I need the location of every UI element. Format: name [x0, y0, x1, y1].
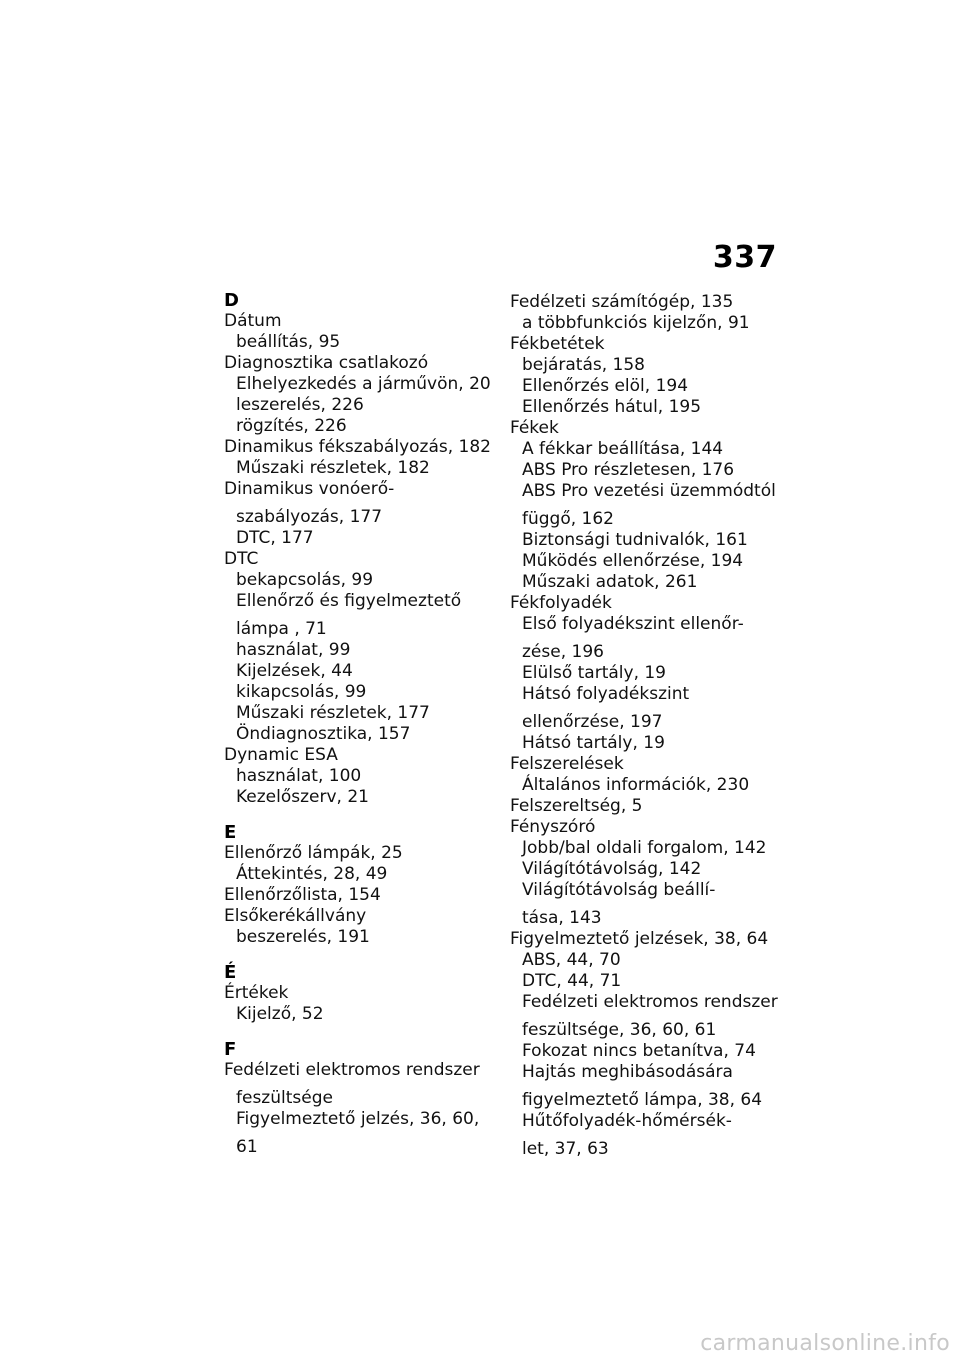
- index-subentry: beállítás, 95: [236, 332, 341, 352]
- index-section-letter: E: [224, 822, 237, 843]
- index-entry: Felszerelések: [510, 754, 624, 774]
- index-subentry: Öndiagnosztika, 157: [236, 724, 411, 744]
- index-entry-continuation: függő, 162: [522, 509, 614, 529]
- index-entry: Fedélzeti számítógép, 135: [510, 292, 734, 312]
- index-subentry: Hátsó tartály, 19: [522, 733, 665, 753]
- index-entry-continuation: zése, 196: [522, 642, 604, 662]
- index-subentry: kikapcsolás, 99: [236, 682, 367, 702]
- index-subentry: Műszaki adatok, 261: [522, 572, 698, 592]
- index-subentry: DTC, 44, 71: [522, 971, 622, 991]
- index-subentry: Fedélzeti elektromos rendszer: [522, 992, 778, 1012]
- index-subentry: Hátsó folyadékszint: [522, 684, 690, 704]
- index-entry: Dátum: [224, 311, 282, 331]
- index-subentry: Biztonsági tudnivalók, 161: [522, 530, 748, 550]
- index-subentry: Műszaki részletek, 177: [236, 703, 430, 723]
- index-subentry: Általános információk, 230: [522, 775, 750, 795]
- index-entry-continuation: feszültsége: [236, 1088, 333, 1108]
- index-entry-continuation: figyelmeztető lámpa, 38, 64: [522, 1090, 763, 1110]
- index-entry: Fékek: [510, 418, 559, 438]
- index-entry: Ellenőrző lámpák, 25: [224, 843, 403, 863]
- index-subentry: a többfunkciós kijelzőn, 91: [522, 313, 750, 333]
- index-subentry: használat, 100: [236, 766, 362, 786]
- index-entry: DTC: [224, 549, 259, 569]
- index-subentry: bejáratás, 158: [522, 355, 645, 375]
- index-subentry: Áttekintés, 28, 49: [236, 864, 388, 884]
- index-entry: Értékek: [224, 983, 289, 1003]
- index-entry-continuation: lámpa , 71: [236, 619, 327, 639]
- index-subentry: Hűtőfolyadék-hőmérsék-: [522, 1111, 732, 1131]
- index-entry: Fényszóró: [510, 817, 596, 837]
- index-subentry: ABS Pro részletesen, 176: [522, 460, 735, 480]
- index-entry: Dynamic ESA: [224, 745, 338, 765]
- index-subentry: Jobb/bal oldali forgalom, 142: [522, 838, 767, 858]
- index-subentry: Működés ellenőrzése, 194: [522, 551, 744, 571]
- section-gap: [224, 1025, 494, 1041]
- index-subentry: Fokozat nincs betanítva, 74: [522, 1041, 756, 1061]
- watermark-text: carmanualsonline.info: [700, 1331, 950, 1356]
- index-subentry: Hajtás meghibásodására: [522, 1062, 733, 1082]
- index-subentry: Ellenőrző és figyelmeztető: [236, 591, 462, 611]
- index-entry-continuation: tása, 143: [522, 908, 602, 928]
- index-subentry: Világítótávolság, 142: [522, 859, 702, 879]
- section-gap: [224, 948, 494, 964]
- index-subentry: Kijelzések, 44: [236, 661, 353, 681]
- index-entry-continuation: feszültsége, 36, 60, 61: [522, 1020, 717, 1040]
- index-subentry: beszerelés, 191: [236, 927, 370, 947]
- index-subentry: Kezelőszerv, 21: [236, 787, 369, 807]
- index-subentry: rögzítés, 226: [236, 416, 347, 436]
- index-section-letter: D: [224, 290, 239, 311]
- index-subentry: DTC, 177: [236, 528, 314, 548]
- index-subentry: leszerelés, 226: [236, 395, 364, 415]
- index-entry: Figyelmeztető jelzések, 38, 64: [510, 929, 769, 949]
- index-entry-continuation: let, 37, 63: [522, 1139, 609, 1159]
- index-entry: Dinamikus vonóerő-: [224, 479, 395, 499]
- index-subentry: Ellenőrzés elöl, 194: [522, 376, 689, 396]
- index-entry-continuation: 61: [236, 1137, 258, 1157]
- index-entry: Fedélzeti elektromos rendszer: [224, 1060, 480, 1080]
- index-column-left: [224, 292, 494, 1158]
- index-subentry: Világítótávolság beállí-: [522, 880, 716, 900]
- index-entry: Fékbetétek: [510, 334, 605, 354]
- index-entry-continuation: ellenőrzése, 197: [522, 712, 663, 732]
- index-subentry: Elhelyezkedés a járművön, 20: [236, 374, 491, 394]
- index-subentry: Figyelmeztető jelzés, 36, 60,: [236, 1109, 480, 1129]
- index-subentry: ABS, 44, 70: [522, 950, 621, 970]
- page-number: 337: [712, 240, 777, 275]
- index-entry-continuation: szabályozás, 177: [236, 507, 383, 527]
- index-section-letter: É: [224, 962, 237, 983]
- index-subentry: Első folyadékszint ellenőr-: [522, 614, 744, 634]
- index-entry: Dinamikus fékszabályozás, 182: [224, 437, 491, 457]
- index-entry: Felszereltség, 5: [510, 796, 643, 816]
- index-subentry: használat, 99: [236, 640, 351, 660]
- index-entry: Fékfolyadék: [510, 593, 612, 613]
- index-subentry: bekapcsolás, 99: [236, 570, 374, 590]
- index-entry: Diagnosztika csatlakozó: [224, 353, 429, 373]
- index-subentry: ABS Pro vezetési üzemmódtól: [522, 481, 776, 501]
- index-subentry: Elülső tartály, 19: [522, 663, 667, 683]
- index-subentry: Ellenőrzés hátul, 195: [522, 397, 702, 417]
- section-gap: [224, 808, 494, 824]
- index-subentry: A fékkar beállítása, 144: [522, 439, 724, 459]
- index-entry: Ellenőrzőlista, 154: [224, 885, 381, 905]
- index-subentry: Műszaki részletek, 182: [236, 458, 430, 478]
- index-column-right: [510, 292, 800, 1160]
- index-subentry: Kijelző, 52: [236, 1004, 324, 1024]
- index-entry: Elsőkerékállvány: [224, 906, 367, 926]
- index-section-letter: F: [224, 1039, 237, 1060]
